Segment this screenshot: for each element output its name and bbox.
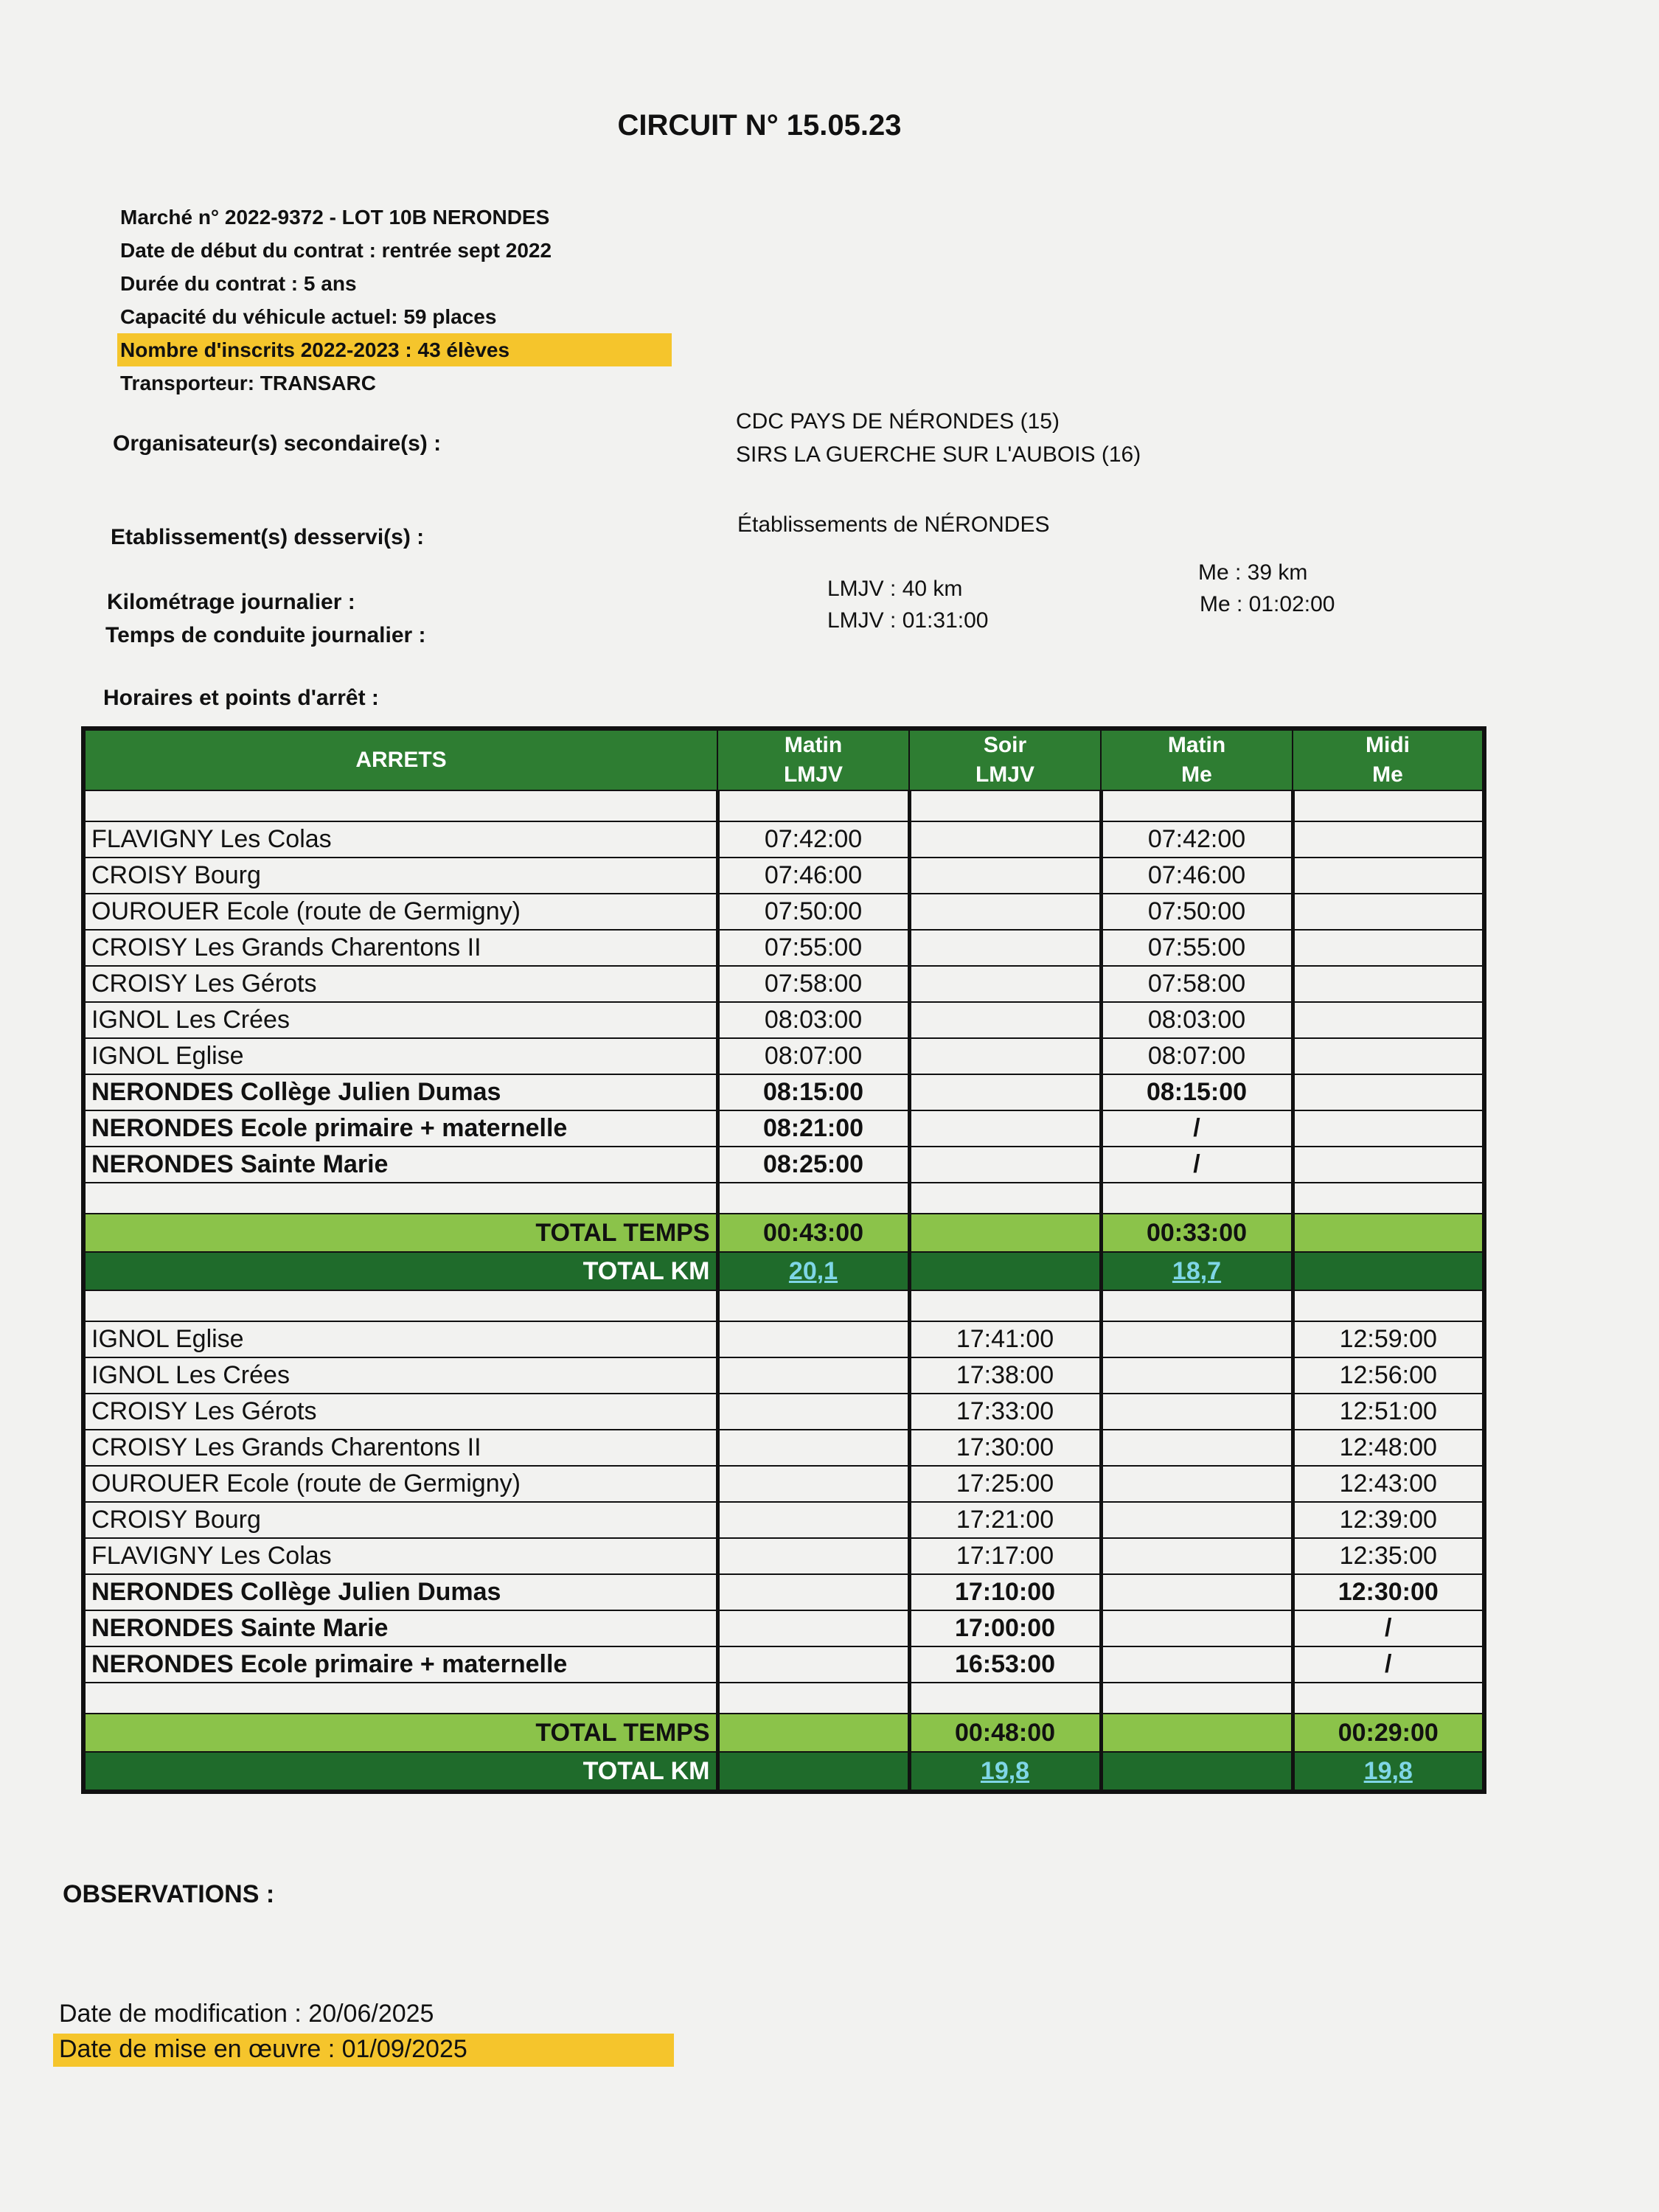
blank-cell bbox=[909, 1683, 1101, 1714]
time-cell: 17:10:00 bbox=[909, 1574, 1101, 1610]
header-midi-me: Midi Me bbox=[1293, 728, 1484, 790]
time-cell bbox=[909, 1147, 1101, 1183]
stop-name: NERONDES Sainte Marie bbox=[83, 1147, 717, 1183]
time-cell bbox=[1293, 821, 1484, 858]
stop-name: CROISY Les Gérots bbox=[83, 1394, 717, 1430]
observations-label: OBSERVATIONS : bbox=[63, 1880, 275, 1908]
table-row bbox=[83, 894, 1484, 930]
stop-name: NERONDES Ecole primaire + maternelle bbox=[83, 1110, 717, 1147]
time-cell bbox=[1101, 1321, 1293, 1357]
total-km-row bbox=[83, 1252, 1484, 1290]
stop-name: CROISY Bourg bbox=[83, 1502, 717, 1538]
total-km-value bbox=[909, 1252, 1101, 1290]
blank-cell bbox=[909, 1290, 1101, 1321]
time-cell: 12:35:00 bbox=[1293, 1538, 1484, 1574]
temps-lmjv: LMJV : 01:31:00 bbox=[827, 608, 989, 633]
time-cell: 17:21:00 bbox=[909, 1502, 1101, 1538]
total-km-value bbox=[1293, 1252, 1484, 1290]
transporteur-line: Transporteur: TRANSARC bbox=[120, 372, 376, 394]
time-cell: 12:39:00 bbox=[1293, 1502, 1484, 1538]
time-cell bbox=[1101, 1646, 1293, 1683]
spacer-row bbox=[83, 1290, 1484, 1321]
time-cell: / bbox=[1101, 1110, 1293, 1147]
km-me: Me : 39 km bbox=[1198, 560, 1308, 585]
date-modification: Date de modification : 20/06/2025 bbox=[59, 2000, 434, 2028]
table-row bbox=[83, 858, 1484, 894]
header-soir-lmjv: Soir LMJV bbox=[909, 728, 1101, 790]
time-cell bbox=[909, 1110, 1101, 1147]
time-cell bbox=[1101, 1502, 1293, 1538]
table-row bbox=[83, 1038, 1484, 1074]
time-cell bbox=[909, 858, 1101, 894]
time-cell: 17:00:00 bbox=[909, 1610, 1101, 1646]
temps-me: Me : 01:02:00 bbox=[1200, 592, 1335, 616]
time-cell: 07:58:00 bbox=[717, 966, 909, 1002]
table-row bbox=[83, 1321, 1484, 1357]
blank-cell bbox=[1293, 1290, 1484, 1321]
stop-name: IGNOL Les Crées bbox=[83, 1002, 717, 1038]
header-matin-lmjv: Matin LMJV bbox=[717, 728, 909, 790]
table-row bbox=[83, 1502, 1484, 1538]
organisateur-2: SIRS LA GUERCHE SUR L'AUBOIS (16) bbox=[736, 442, 1141, 467]
total-temps-row bbox=[83, 1214, 1484, 1252]
total-km-value: 19,8 bbox=[909, 1752, 1101, 1792]
total-temps-value bbox=[1293, 1214, 1484, 1252]
stop-name: FLAVIGNY Les Colas bbox=[83, 821, 717, 858]
time-cell bbox=[717, 1357, 909, 1394]
time-cell: 17:41:00 bbox=[909, 1321, 1101, 1357]
time-cell bbox=[717, 1321, 909, 1357]
time-cell bbox=[717, 1466, 909, 1502]
table-row bbox=[83, 930, 1484, 966]
total-km-value: 18,7 bbox=[1101, 1252, 1293, 1290]
time-cell: 07:42:00 bbox=[1101, 821, 1293, 858]
horaires-label: Horaires et points d'arrêt : bbox=[103, 686, 379, 710]
total-km-row bbox=[83, 1752, 1484, 1792]
total-km-label: TOTAL KM bbox=[83, 1252, 717, 1290]
time-cell bbox=[909, 966, 1101, 1002]
time-cell: / bbox=[1293, 1646, 1484, 1683]
time-cell: 16:53:00 bbox=[909, 1646, 1101, 1683]
time-cell bbox=[717, 1502, 909, 1538]
blank-cell bbox=[83, 1290, 717, 1321]
total-temps-label: TOTAL TEMPS bbox=[83, 1714, 717, 1752]
time-cell: 12:30:00 bbox=[1293, 1574, 1484, 1610]
time-cell bbox=[1293, 966, 1484, 1002]
time-cell: 07:55:00 bbox=[1101, 930, 1293, 966]
time-cell: 17:17:00 bbox=[909, 1538, 1101, 1574]
blank-cell bbox=[717, 1290, 909, 1321]
time-cell bbox=[717, 1574, 909, 1610]
date-mise-en-oeuvre-highlighted: Date de mise en œuvre : 01/09/2025 bbox=[53, 2034, 674, 2067]
table-row bbox=[83, 821, 1484, 858]
table-row bbox=[83, 966, 1484, 1002]
blank-cell bbox=[717, 1183, 909, 1214]
blank-cell bbox=[1293, 1683, 1484, 1714]
stop-name: CROISY Bourg bbox=[83, 858, 717, 894]
total-km-value bbox=[1101, 1752, 1293, 1792]
blank-cell bbox=[1293, 1183, 1484, 1214]
time-cell bbox=[1293, 1147, 1484, 1183]
inscrits-line-highlighted: Nombre d'inscrits 2022-2023 : 43 élèves bbox=[117, 333, 672, 366]
contract-info bbox=[120, 201, 672, 400]
total-temps-value bbox=[717, 1714, 909, 1752]
schedule-table bbox=[81, 726, 1486, 1794]
stop-name: IGNOL Eglise bbox=[83, 1038, 717, 1074]
time-cell: 08:03:00 bbox=[1101, 1002, 1293, 1038]
time-cell: 08:15:00 bbox=[717, 1074, 909, 1110]
blank-cell bbox=[717, 790, 909, 821]
blank-cell bbox=[717, 1683, 909, 1714]
time-cell bbox=[909, 821, 1101, 858]
time-cell bbox=[1101, 1538, 1293, 1574]
stop-name: FLAVIGNY Les Colas bbox=[83, 1538, 717, 1574]
stop-name: CROISY Les Grands Charentons II bbox=[83, 930, 717, 966]
total-temps-value bbox=[909, 1214, 1101, 1252]
stop-name: NERONDES Ecole primaire + maternelle bbox=[83, 1646, 717, 1683]
marche-line: Marché n° 2022-9372 - LOT 10B NERONDES bbox=[120, 206, 550, 229]
blank-cell bbox=[83, 1183, 717, 1214]
time-cell: 08:15:00 bbox=[1101, 1074, 1293, 1110]
time-cell bbox=[909, 930, 1101, 966]
total-temps-row bbox=[83, 1714, 1484, 1752]
time-cell: 07:42:00 bbox=[717, 821, 909, 858]
total-temps-value: 00:33:00 bbox=[1101, 1214, 1293, 1252]
spacer-row bbox=[83, 790, 1484, 821]
blank-cell bbox=[909, 1183, 1101, 1214]
total-km-label: TOTAL KM bbox=[83, 1752, 717, 1792]
time-cell: 07:58:00 bbox=[1101, 966, 1293, 1002]
stop-name: OUROUER Ecole (route de Germigny) bbox=[83, 894, 717, 930]
total-temps-value bbox=[1101, 1714, 1293, 1752]
table-row bbox=[83, 1074, 1484, 1110]
total-km-value bbox=[717, 1752, 909, 1792]
stop-name: NERONDES Collège Julien Dumas bbox=[83, 1074, 717, 1110]
time-cell: 17:33:00 bbox=[909, 1394, 1101, 1430]
time-cell bbox=[717, 1610, 909, 1646]
blank-cell bbox=[909, 790, 1101, 821]
spacer-row bbox=[83, 1183, 1484, 1214]
blank-cell bbox=[83, 1683, 717, 1714]
table-header-row bbox=[83, 728, 1484, 790]
blank-cell bbox=[1293, 790, 1484, 821]
time-cell bbox=[1101, 1574, 1293, 1610]
time-cell bbox=[1101, 1610, 1293, 1646]
blank-cell bbox=[1101, 1290, 1293, 1321]
time-cell: / bbox=[1101, 1147, 1293, 1183]
table-row bbox=[83, 1466, 1484, 1502]
time-cell bbox=[1101, 1430, 1293, 1466]
stop-name: NERONDES Collège Julien Dumas bbox=[83, 1574, 717, 1610]
total-km-value: 20,1 bbox=[717, 1252, 909, 1290]
table-row bbox=[83, 1646, 1484, 1683]
time-cell bbox=[909, 894, 1101, 930]
stop-name: NERONDES Sainte Marie bbox=[83, 1610, 717, 1646]
etablissements-label: Etablissement(s) desservi(s) : bbox=[111, 525, 425, 549]
blank-cell bbox=[83, 790, 717, 821]
table-row bbox=[83, 1538, 1484, 1574]
time-cell: 08:07:00 bbox=[1101, 1038, 1293, 1074]
time-cell bbox=[909, 1074, 1101, 1110]
time-cell bbox=[1293, 1074, 1484, 1110]
time-cell bbox=[1101, 1394, 1293, 1430]
km-lmjv: LMJV : 40 km bbox=[827, 577, 963, 601]
time-cell: 12:48:00 bbox=[1293, 1430, 1484, 1466]
total-km-value: 19,8 bbox=[1293, 1752, 1484, 1792]
time-cell bbox=[909, 1002, 1101, 1038]
organisateur-1: CDC PAYS DE NÉRONDES (15) bbox=[736, 409, 1060, 434]
time-cell bbox=[1293, 894, 1484, 930]
time-cell: 12:43:00 bbox=[1293, 1466, 1484, 1502]
total-temps-value: 00:29:00 bbox=[1293, 1714, 1484, 1752]
total-temps-value: 00:43:00 bbox=[717, 1214, 909, 1252]
blank-cell bbox=[1101, 1183, 1293, 1214]
page-title: CIRCUIT N° 15.05.23 bbox=[617, 109, 902, 142]
time-cell bbox=[717, 1430, 909, 1466]
blank-cell bbox=[1101, 1683, 1293, 1714]
stop-name: IGNOL Eglise bbox=[83, 1321, 717, 1357]
table-row bbox=[83, 1002, 1484, 1038]
total-temps-value: 00:48:00 bbox=[909, 1714, 1101, 1752]
time-cell: 08:03:00 bbox=[717, 1002, 909, 1038]
time-cell bbox=[1101, 1357, 1293, 1394]
total-temps-label: TOTAL TEMPS bbox=[83, 1214, 717, 1252]
time-cell: 08:21:00 bbox=[717, 1110, 909, 1147]
time-cell bbox=[1293, 1110, 1484, 1147]
time-cell: 12:51:00 bbox=[1293, 1394, 1484, 1430]
header-matin-me: Matin Me bbox=[1101, 728, 1293, 790]
time-cell: 17:30:00 bbox=[909, 1430, 1101, 1466]
stop-name: IGNOL Les Crées bbox=[83, 1357, 717, 1394]
time-cell: 12:59:00 bbox=[1293, 1321, 1484, 1357]
header-arrets: ARRETS bbox=[83, 728, 717, 790]
table-row bbox=[83, 1574, 1484, 1610]
table-row bbox=[83, 1610, 1484, 1646]
time-cell bbox=[717, 1394, 909, 1430]
capacite-line: Capacité du véhicule actuel: 59 places bbox=[120, 305, 497, 328]
spacer-row bbox=[83, 1683, 1484, 1714]
time-cell bbox=[717, 1646, 909, 1683]
time-cell bbox=[1293, 1038, 1484, 1074]
time-cell: 08:25:00 bbox=[717, 1147, 909, 1183]
time-cell bbox=[1101, 1466, 1293, 1502]
duree-line: Durée du contrat : 5 ans bbox=[120, 272, 357, 295]
table-row bbox=[83, 1430, 1484, 1466]
date-debut-line: Date de début du contrat : rentrée sept 2022 bbox=[120, 239, 552, 262]
time-cell: 17:38:00 bbox=[909, 1357, 1101, 1394]
time-cell bbox=[1293, 858, 1484, 894]
time-cell: 07:55:00 bbox=[717, 930, 909, 966]
time-cell bbox=[1293, 1002, 1484, 1038]
time-cell: 07:50:00 bbox=[1101, 894, 1293, 930]
table-row bbox=[83, 1357, 1484, 1394]
blank-cell bbox=[1101, 790, 1293, 821]
time-cell bbox=[909, 1038, 1101, 1074]
stop-name: CROISY Les Grands Charentons II bbox=[83, 1430, 717, 1466]
time-cell: 12:56:00 bbox=[1293, 1357, 1484, 1394]
temps-conduite-label: Temps de conduite journalier : bbox=[105, 623, 426, 647]
time-cell: 07:46:00 bbox=[717, 858, 909, 894]
time-cell: / bbox=[1293, 1610, 1484, 1646]
etablissements-value: Établissements de NÉRONDES bbox=[737, 512, 1050, 537]
table-row bbox=[83, 1147, 1484, 1183]
time-cell bbox=[1293, 930, 1484, 966]
time-cell: 17:25:00 bbox=[909, 1466, 1101, 1502]
time-cell: 07:50:00 bbox=[717, 894, 909, 930]
time-cell: 07:46:00 bbox=[1101, 858, 1293, 894]
table-row bbox=[83, 1394, 1484, 1430]
organisateurs-label: Organisateur(s) secondaire(s) : bbox=[113, 431, 442, 456]
kilometrage-label: Kilométrage journalier : bbox=[107, 590, 355, 614]
time-cell bbox=[717, 1538, 909, 1574]
stop-name: CROISY Les Gérots bbox=[83, 966, 717, 1002]
stop-name: OUROUER Ecole (route de Germigny) bbox=[83, 1466, 717, 1502]
time-cell: 08:07:00 bbox=[717, 1038, 909, 1074]
table-row bbox=[83, 1110, 1484, 1147]
